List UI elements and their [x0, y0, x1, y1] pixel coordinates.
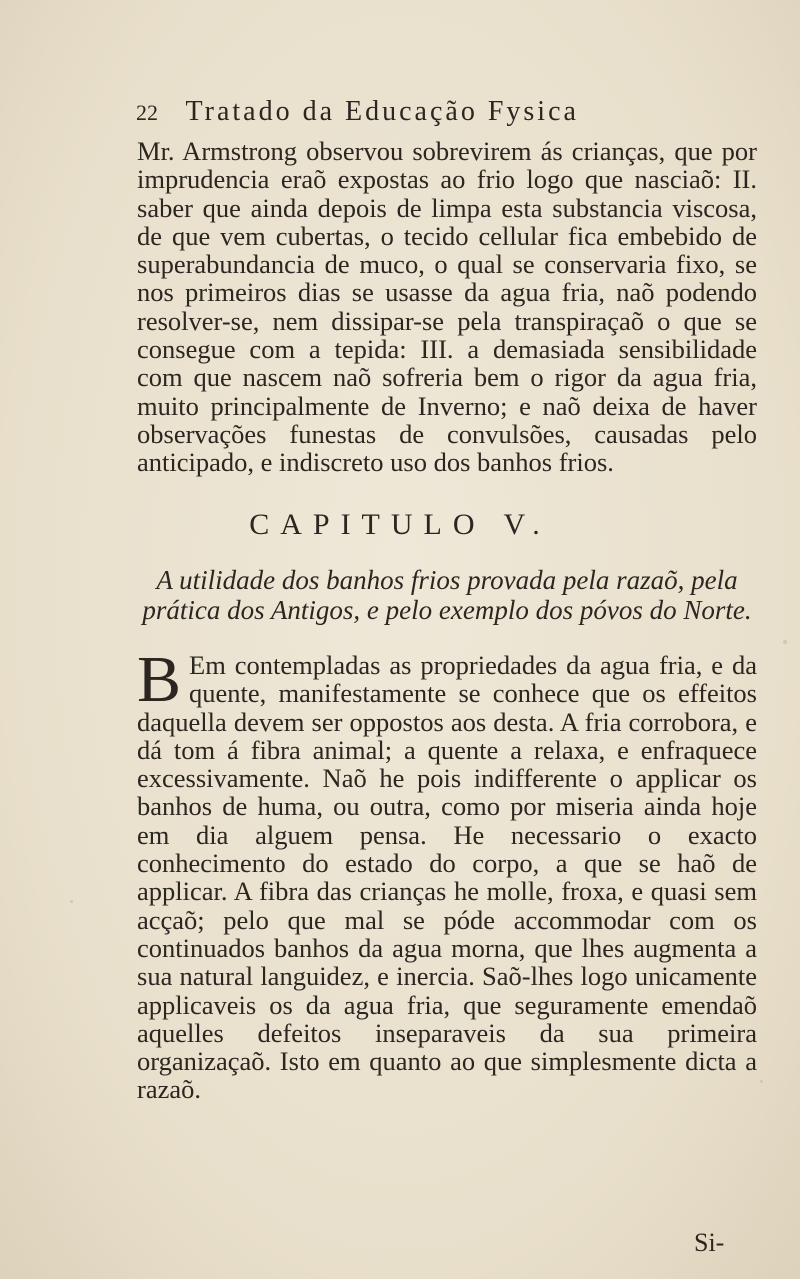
paragraph-1: Mr. Armstrong observou sobrevirem ás crianças, que por imprudencia eraõ expostas ao frio logo que nasciaõ: II. saber que ainda depois de limpa esta substancia viscosa, de que vem cubertas, o tecido cellular fica embebido de superabundancia de muco, o qual se conservaria fixo, se nos primeiros dias se usasse da agua fria, naõ podendo resolver-se, nem dissipar-se pela transpiraçaõ o que se consegue com a tepida: III. a demasiada sensibilidade com que nascem naõ sofreria bem o rigor da agua fria, muito principalmente de Inverno; e naõ deixa de haver observações funestas de convulsões, causadas pelo anticipado, e indiscreto uso dos banhos frios.	[137, 136, 757, 478]
paragraph-2	[137, 643, 757, 1105]
catchword: Si-	[694, 1228, 725, 1257]
paper-speck	[70, 900, 73, 903]
running-title: Tratado da Educação Fysica	[185, 96, 579, 127]
paper-speck	[783, 640, 787, 644]
page-number: 22	[136, 100, 158, 125]
running-header	[136, 96, 736, 132]
paper-speck	[760, 1080, 763, 1083]
chapter-heading: CAPITULO V.	[249, 508, 551, 541]
paragraph-2-text: Em contempladas as propriedades da agua fria, e da quente, manifestamente se conhece que os effeitos daquella devem ser oppostos aos desta. A fria corrobora, e dá tom á fibra animal; a quente a relaxa, e enfraquece excessivamente. Naõ he pois indifferente o applicar os banhos de huma, ou outra, como por miseria ainda hoje em dia alguem pensa. He necessario o exacto conhecimento do estado do corpo, a que se haõ de applicar. A fibra das crianças he molle, froxa, e quasi sem acçaõ; pelo que mal se póde accommodar com os continuados banhos da agua morna, que lhes augmenta a sua natural languidez, e inercia. Saõ-lhes logo unicamente applicaveis os da agua fria, que seguramente emendaõ aquelles defeitos inseparaveis da sua primeira organizaçaõ. Isto em quanto ao que simplesmente dicta a razaõ.	[137, 650, 757, 1105]
chapter-subtitle: A utilidade dos banhos frios provada pela razaõ, pela prática dos Antigos, e pelo exemplo dos póvos do Norte.	[142, 565, 752, 625]
drop-cap: B	[137, 643, 182, 716]
